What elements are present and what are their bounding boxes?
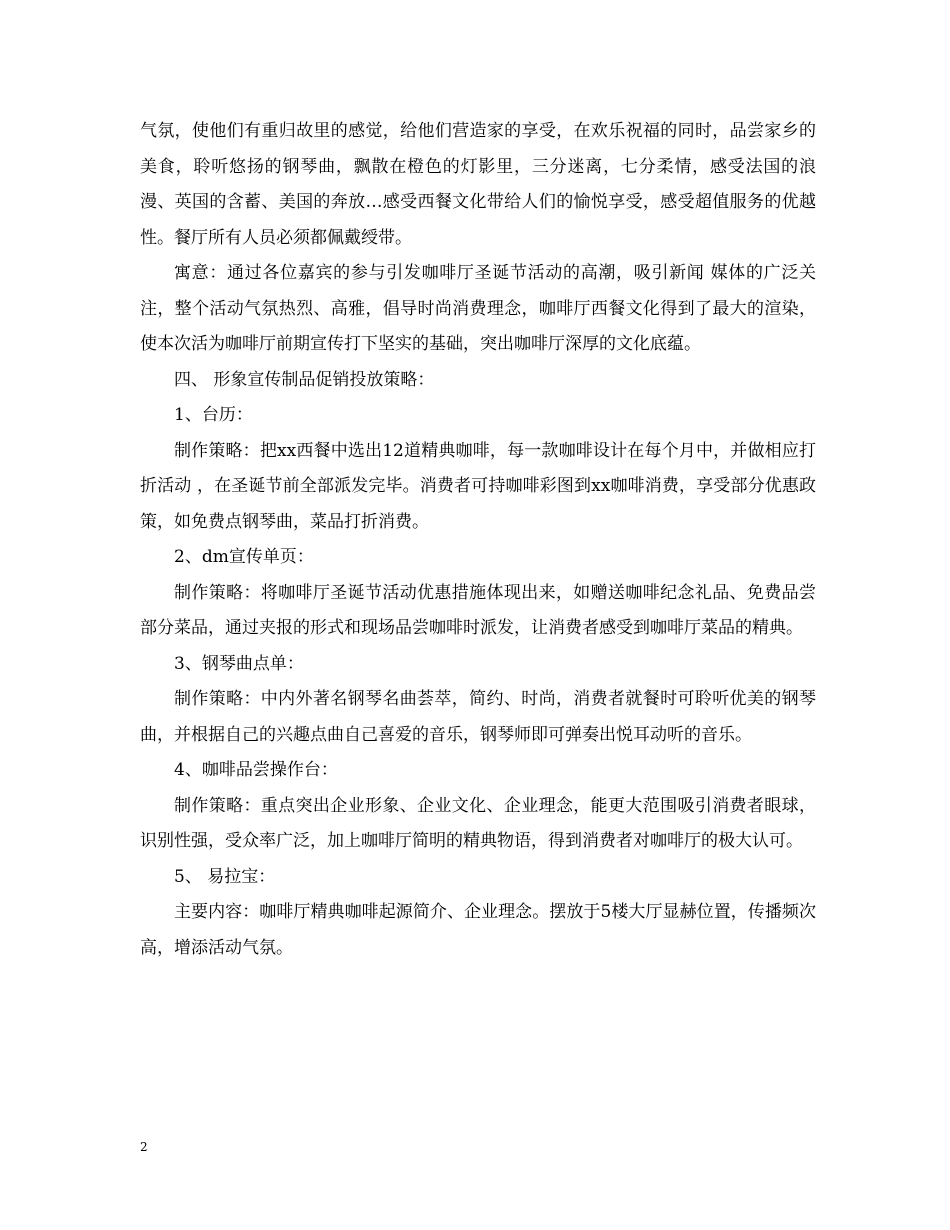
- item-heading-coffee-tasting-counter: 4、咖啡品尝操作台：: [174, 760, 338, 780]
- paragraph-dm-flyer-strategy: 制作策略：将咖啡厅圣诞节活动优惠措施体现出来，如赠送咖啡纪念礼品、免费品尝部分菜品，通过夹报的形式和现场品尝咖啡时派发，让消费者感受到咖啡厅菜品的精典。: [140, 582, 816, 638]
- item-heading-desk-calendar: 1、台历：: [174, 405, 253, 425]
- paragraph-desk-calendar-strategy: 制作策略：把xx西餐中选出12道精典咖啡，每一款咖啡设计在每个月中，并做相应打折活动 ，在圣诞节前全部派发完毕。消费者可持咖啡彩图到xx咖啡消费，享受部分优惠政策，如免费点钢琴曲，菜品打折消费。: [140, 440, 816, 532]
- document-body: [140, 114, 816, 966]
- paragraph-coffee-tasting-strategy: 制作策略：重点突出企业形象、企业文化、企业理念，能更大范围吸引消费者眼球，识别性强，受众率广泛，加上咖啡厅简明的精典物语，得到消费者对咖啡厅的极大认可。: [140, 795, 816, 851]
- item-heading-roll-up-banner: 5、 易拉宝：: [174, 866, 276, 887]
- paragraph-meaning: 寓意：通过各位嘉宾的参与引发咖啡厅圣诞节活动的高潮，吸引新闻 媒体的广泛关注，整个活动气氛热烈、高雅，倡导时尚消费理念，咖啡厅西餐文化得到了最大的渲染，使本次活为咖啡厅前期宣传打下坚实的基础，突出咖啡厅深厚的文化底蕴。: [140, 263, 816, 354]
- item-heading-piano-menu: 3、钢琴曲点单：: [174, 653, 304, 674]
- paragraph-piano-menu-strategy: 制作策略：中内外著名钢琴名曲荟萃，简约、时尚，消费者就餐时可聆听优美的钢琴曲，并根据自己的兴趣点曲自己喜爱的音乐，钢琴师即可弹奏出悦耳动听的音乐。: [140, 689, 816, 745]
- item-heading-dm-flyer: 2、dm宣传单页：: [174, 547, 314, 567]
- page-number: 2: [140, 1140, 148, 1154]
- paragraph-atmosphere-continuation: 气氛，使他们有重归故里的感觉，给他们营造家的享受，在欢乐祝福的同时，品尝家乡的美食，聆听悠扬的钢琴曲，飘散在橙色的灯影里，三分迷离，七分柔情，感受法国的浪漫、英国的含蓄、美国的奔放…感受西餐文化带给人们的愉悦享受，感受超值服务的优越性。餐厅所有人员必须都佩戴绶带。: [140, 121, 816, 248]
- section-heading-promotion-strategy: 四、 形象宣传制品促销投放策略：: [174, 369, 435, 390]
- paragraph-roll-up-banner-content: 主要内容：咖啡厅精典咖啡起源简介、企业理念。摆放于5楼大厅显赫位置，传播频次高，增添活动气氛。: [140, 902, 816, 958]
